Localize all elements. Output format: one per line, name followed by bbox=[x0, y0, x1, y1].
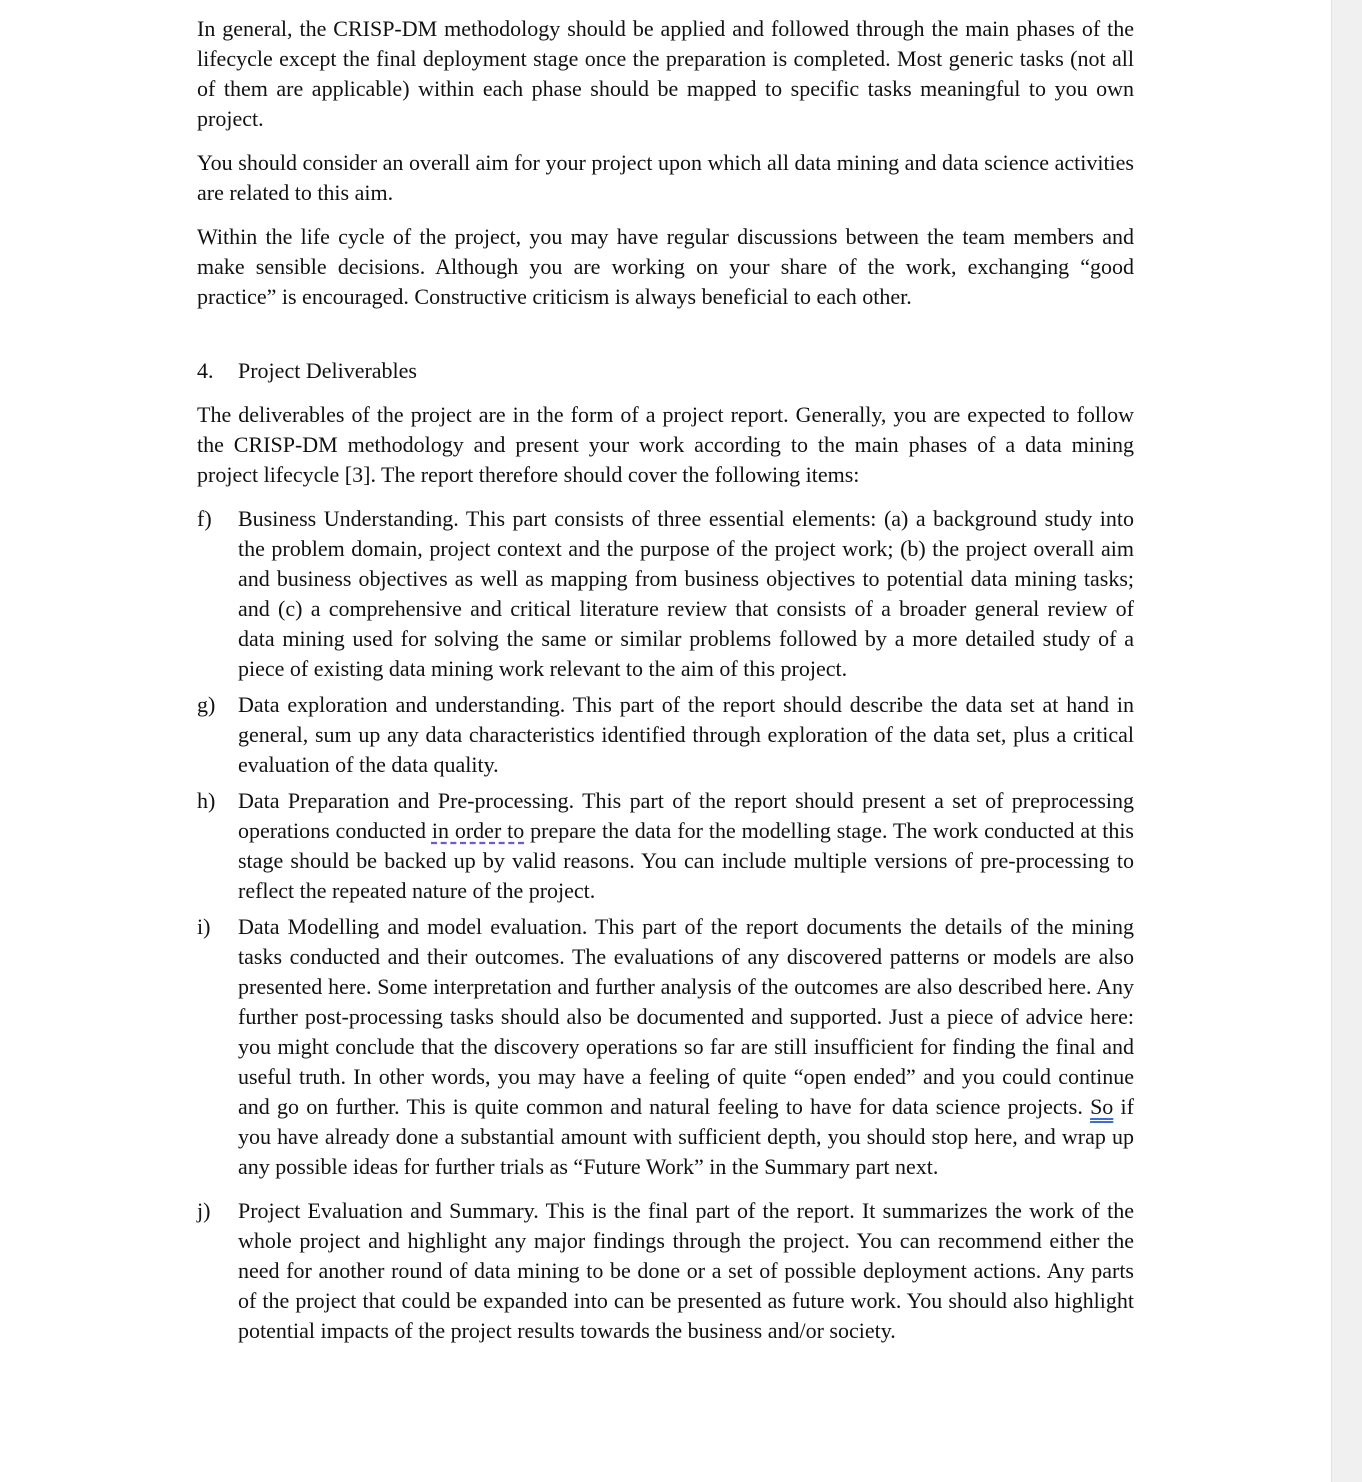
list-item-data-preparation bbox=[197, 786, 1134, 906]
list-marker: g) bbox=[197, 692, 216, 717]
section-number: 4. bbox=[197, 358, 214, 383]
section-intro-paragraph: The deliverables of the project are in the form of a project report. Generally, you are expected to follow the CRISP-DM methodology and present your work according to the main phases of a data mining project lifecycle [3]. The report therefore should cover the following items: bbox=[197, 402, 1134, 487]
text-segment: prepare the data for the modelling stage. The work conducted at this stage should be backed up by valid reasons. You can include multiple versions of pre-processing to reflect the repeated nature of the project. bbox=[238, 818, 1134, 903]
list-item-text bbox=[238, 786, 1134, 906]
grammar-suggestion-mark[interactable]: So bbox=[1090, 1094, 1114, 1119]
list-item-data-modelling bbox=[197, 912, 1134, 1182]
deliverables-list bbox=[197, 504, 1134, 1346]
list-item-text bbox=[238, 912, 1134, 1182]
document-page bbox=[197, 14, 1134, 1352]
list-item-data-exploration bbox=[197, 690, 1134, 780]
section-title: Project Deliverables bbox=[238, 358, 417, 383]
text-segment: Data Preparation and Pre-processing. This part of the report should present a set of preprocessing operations conducted bbox=[238, 788, 1134, 843]
list-item-text: Data exploration and understanding. This part of the report should describe the data set at hand in general, sum up any data characteristics identified through exploration of the data set, plus a critical evaluation of the data quality. bbox=[238, 692, 1134, 777]
text-segment: if you have already done a substantial amount with sufficient depth, you should stop here, and wrap up any possible ideas for further trials as “Future Work” in the Summary part next. bbox=[238, 1094, 1134, 1179]
list-marker: j) bbox=[197, 1198, 211, 1223]
paragraph-crisp-dm-application: In general, the CRISP-DM methodology should be applied and followed through the main phases of the lifecycle except the final deployment stage once the preparation is completed. Most generic tasks (not all of them are applicable) within each phase should be mapped to specific tasks meaningful to you own project. bbox=[197, 16, 1134, 131]
paragraph-overall-aim: You should consider an overall aim for your project upon which all data mining and data science activities are related to this aim. bbox=[197, 150, 1134, 205]
list-marker: i) bbox=[197, 914, 211, 939]
text-segment: Data Modelling and model evaluation. This part of the report documents the details of the mining tasks conducted and their outcomes. The evaluations of any discovered patterns or models are also presented here. Some interpretation and further analysis of the outcomes are also described here. Any further post-processing tasks should also be documented and supported. Just a piece of advice here: you might conclude that the discovery operations so far are still insufficient for finding the final and useful truth. In other words, you may have a feeling of quite “open ended” and you could continue and go on further. This is quite common and natural feeling to have for data science projects. bbox=[238, 914, 1134, 1119]
list-marker: f) bbox=[197, 506, 212, 531]
list-item-text: Project Evaluation and Summary. This is the final part of the report. It summarizes the work of the whole project and highlight any major findings through the project. You can recommend either the need for another round of data mining to be done or a set of possible deployment actions. Any parts of the project that could be expanded into can be presented as future work. You should also highlight potential impacts of the project results towards the business and/or society. bbox=[238, 1198, 1134, 1343]
list-marker: h) bbox=[197, 788, 216, 813]
grammar-suggestion-mark[interactable]: in order to bbox=[431, 818, 525, 843]
section-heading bbox=[197, 356, 1134, 386]
list-item-business-understanding bbox=[197, 504, 1134, 684]
right-gutter bbox=[1331, 0, 1362, 1482]
list-item-text: Business Understanding. This part consists of three essential elements: (a) a background study into the problem domain, project context and the purpose of the project work; (b) the project overall aim and business objectives as well as mapping from business objectives to potential data mining tasks; and (c) a comprehensive and critical literature review that consists of a broader general review of data mining used for solving the same or similar problems followed by a more detailed study of a piece of existing data mining work relevant to the aim of this project. bbox=[238, 506, 1134, 681]
list-item-project-evaluation bbox=[197, 1196, 1134, 1346]
paragraph-team-discussions: Within the life cycle of the project, you may have regular discussions between the team members and make sensible decisions. Although you are working on your share of the work, exchanging “good practice” is encouraged. Constructive criticism is always beneficial to each other. bbox=[197, 224, 1134, 309]
